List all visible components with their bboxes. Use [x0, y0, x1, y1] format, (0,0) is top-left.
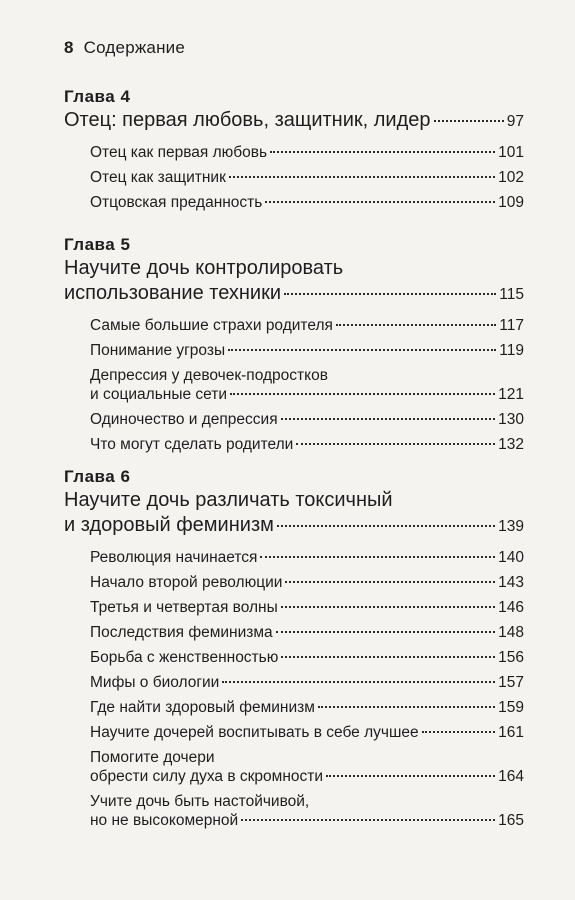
entry-title: Отец как защитник — [90, 169, 226, 186]
chapter-4 — [64, 86, 524, 212]
entry-page: 101 — [498, 144, 524, 161]
entry-title-line: Помогите дочери — [90, 749, 215, 766]
entry-title: Последствия феминизма — [90, 624, 273, 641]
chapter-title-line: Научите дочь различать токсичный — [64, 489, 393, 511]
leader-dots — [265, 201, 495, 203]
leader-dots — [285, 581, 495, 583]
leader-dots — [434, 120, 504, 122]
entry-page: 146 — [498, 599, 524, 616]
running-header — [64, 38, 185, 58]
entry-page: 109 — [498, 194, 524, 211]
leader-dots — [284, 293, 496, 295]
leader-dots — [277, 525, 495, 527]
entry-page: 156 — [498, 649, 524, 666]
chapter-label: Глава 4 — [64, 87, 131, 106]
leader-dots — [281, 656, 495, 658]
running-title: Содержание — [83, 38, 186, 57]
toc-entry[interactable] — [64, 792, 524, 830]
entry-title-line: Депрессия у девочек-подростков — [90, 367, 328, 384]
leader-dots — [296, 443, 495, 445]
leader-dots — [229, 176, 495, 178]
chapter-title-row[interactable] — [64, 108, 524, 134]
toc-entry[interactable] — [64, 316, 524, 335]
leader-dots — [230, 393, 495, 395]
leader-dots — [228, 349, 496, 351]
toc-entry[interactable] — [64, 698, 524, 717]
entry-page: 143 — [498, 574, 524, 591]
leader-dots — [281, 418, 496, 420]
toc-entry[interactable] — [64, 673, 524, 692]
toc-entry[interactable] — [64, 723, 524, 742]
entry-page: 102 — [498, 169, 524, 186]
toc-entry[interactable] — [64, 435, 524, 454]
entry-title: Отец как первая любовь — [90, 144, 268, 161]
entry-page: 161 — [498, 724, 524, 741]
entry-title: Мифы о биологии — [90, 674, 220, 691]
entry-title: Самые большие страхи родителя — [90, 317, 333, 334]
entry-title: Понимание угрозы — [90, 342, 226, 359]
entry-title: Одиночество и депрессия — [90, 411, 278, 428]
leader-dots — [222, 681, 495, 683]
chapter-title-line: Научите дочь контролировать — [64, 257, 344, 279]
entry-title: Революция начинается — [90, 549, 258, 566]
toc-entry[interactable] — [64, 598, 524, 617]
entry-title: Начало второй революции — [90, 574, 283, 591]
leader-dots — [336, 324, 496, 326]
page-number: 8 — [64, 38, 74, 57]
chapter-title-line: использование техники — [64, 282, 282, 304]
entry-page: 132 — [498, 436, 524, 453]
entry-page: 148 — [498, 624, 524, 641]
chapter-page: 97 — [506, 113, 524, 130]
leader-dots — [270, 151, 495, 153]
entry-title-line: но не высокомерной — [90, 812, 239, 829]
entry-page: 117 — [499, 317, 524, 334]
leader-dots — [276, 631, 496, 633]
toc-entry[interactable] — [64, 341, 524, 360]
chapter-title: Отец: первая любовь, защитник, лидер — [64, 109, 431, 131]
entry-page: 119 — [499, 342, 524, 359]
chapter-page: 139 — [498, 518, 524, 535]
chapter-page: 115 — [499, 286, 524, 303]
chapter-title-row[interactable] — [64, 513, 524, 539]
entry-title: Третья и четвертая волны — [90, 599, 278, 616]
entry-page: 159 — [498, 699, 524, 716]
entry-page: 130 — [498, 411, 524, 428]
entry-title: Отцовская преданность — [90, 194, 263, 211]
entry-title-line: обрести силу духа в скромности — [90, 768, 324, 785]
leader-dots — [260, 556, 495, 558]
toc-entry[interactable] — [64, 573, 524, 592]
entry-page: 121 — [498, 386, 524, 403]
chapter-title-line: и здоровый феминизм — [64, 514, 274, 536]
entry-page: 165 — [498, 812, 524, 829]
chapter-5 — [64, 234, 524, 454]
leader-dots — [281, 606, 495, 608]
toc-entry[interactable] — [64, 366, 524, 404]
toc-entry[interactable] — [64, 143, 524, 162]
entry-title-line: и социальные сети — [90, 386, 228, 403]
leader-dots — [241, 819, 495, 821]
toc-entry[interactable] — [64, 548, 524, 567]
entry-title: Научите дочерей воспитывать в себе лучшее — [90, 724, 419, 741]
entry-title-line: Учите дочь быть настойчивой, — [90, 793, 310, 810]
entry-page: 140 — [498, 549, 524, 566]
chapter-title-row[interactable] — [64, 281, 524, 307]
entry-title: Что могут сделать родители — [90, 436, 294, 453]
toc-entry[interactable] — [64, 648, 524, 667]
entry-page: 157 — [498, 674, 524, 691]
chapter-6 — [64, 466, 524, 830]
entry-page: 164 — [498, 768, 524, 785]
toc-entry[interactable] — [64, 168, 524, 187]
leader-dots — [326, 775, 495, 777]
leader-dots — [318, 706, 495, 708]
toc-entry[interactable] — [64, 193, 524, 212]
toc-entry[interactable] — [64, 748, 524, 786]
chapter-label: Глава 6 — [64, 467, 131, 486]
toc-entry[interactable] — [64, 410, 524, 429]
entry-title: Где найти здоровый феминизм — [90, 699, 315, 716]
toc-entry[interactable] — [64, 623, 524, 642]
entry-title: Борьба с женственностью — [90, 649, 279, 666]
chapter-label: Глава 5 — [64, 235, 131, 254]
leader-dots — [422, 731, 495, 733]
